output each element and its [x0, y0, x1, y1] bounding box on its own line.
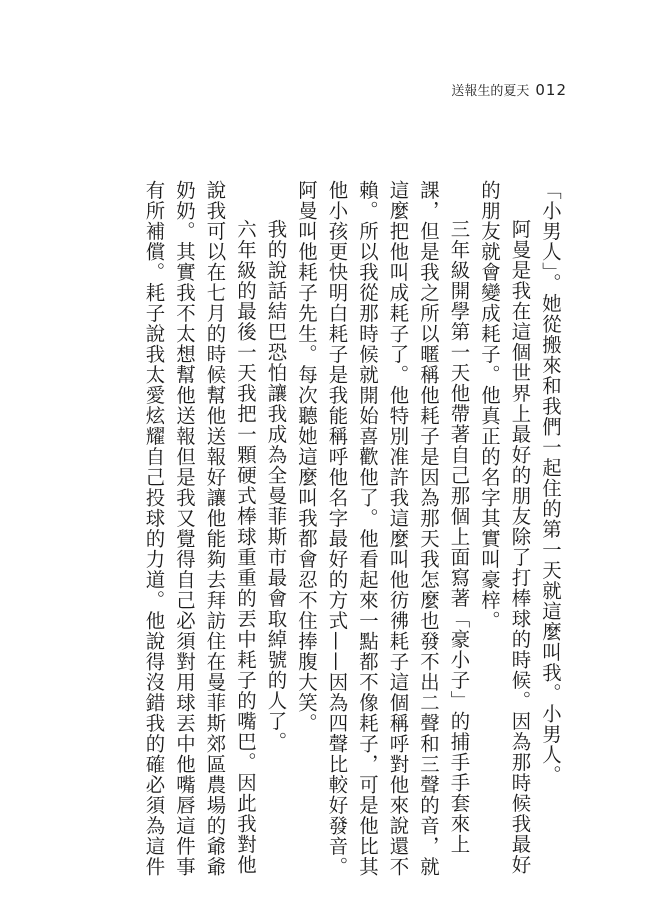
paragraph: 三年級開學第一天他帶著自己那個上面寫著「豪小子」的捕手手套來上課，但是我之所以暱稱他耗子是因為那天我怎麼也發不出二聲和三聲的音，就這麼把他叫成耗子了。他特別准許我這麼叫他彷彿耗子這個稱呼對他來說還不賴。所以我從那時候就開始喜歡他了。他看起來一點都不像耗子，可是他比其他小孩更快明白耗子是我能稱呼他名字最好的方式——因為四聲比較好發音。 [325, 180, 471, 877]
running-header [451, 80, 567, 99]
body-text [138, 180, 565, 880]
book-title: 送報生的夏天 [451, 84, 530, 99]
page-number: 012 [535, 81, 567, 99]
paragraph: 「小男人」。她從搬來和我們一起住的第一天就這麼叫我。小男人。 [539, 180, 562, 786]
paragraph: 六年級的最後一天我把一顆硬式棒球重重的丟中耗子的嘴巴。因此我對他說我可以在七月的時候幫他送報好讓他能夠去拜訪住在曼菲斯郊區農場的爺爺奶奶。其實我不太想幫他送報但是我又覺得自己必須對用球丟中他嘴唇這件事有所補償。耗子說我太愛炫耀自己投球的力道。他說得沒錯我的確必須為這件 [142, 180, 257, 877]
paragraph: 我的說話結巴恐怕讓我成為全曼菲斯市最會取綽號的人了。 [264, 218, 288, 752]
paragraph: 阿曼叫他耗子先生。每次聽她這麼叫我都會忍不住捧腹大笑。 [295, 180, 318, 734]
paragraph: 阿曼是我在這個世界上最好的朋友除了打棒球的時候。因為那時候我最好的朋友就會變成耗子。他真正的名字其實叫豪梓。 [478, 180, 532, 875]
